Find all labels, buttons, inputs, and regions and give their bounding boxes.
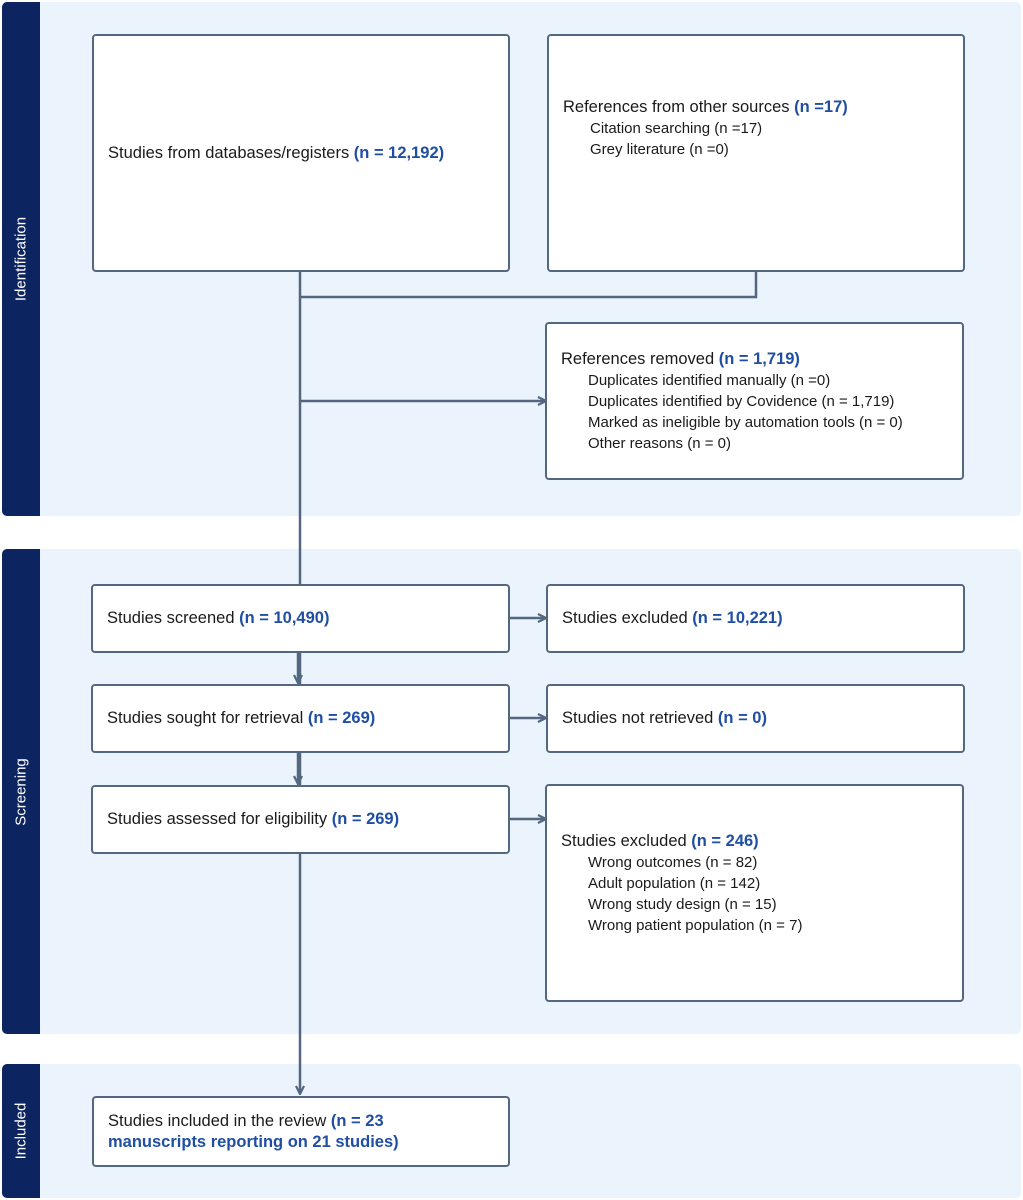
excluded-elig-item: Adult population (n = 142) xyxy=(588,874,761,892)
screening-sidebar xyxy=(2,549,40,1034)
screened-count: (n = 10,490) xyxy=(239,609,330,627)
identification-label: Identification xyxy=(12,216,30,302)
excluded-screen-text: Studies excluded xyxy=(562,609,693,627)
excluded-elig-item: Wrong outcomes (n = 82) xyxy=(588,853,758,871)
included-sidebar xyxy=(2,1064,40,1198)
assessed-count: (n = 269) xyxy=(331,810,400,828)
not-retrieved-count: (n = 0) xyxy=(717,709,767,727)
removed-item: Other reasons (n = 0) xyxy=(588,434,731,452)
other-sources-text: References from other sources xyxy=(563,97,795,116)
screening-label: Screening xyxy=(12,757,30,826)
screened-text: Studies screened xyxy=(107,609,240,627)
excluded-elig-box xyxy=(545,784,964,1002)
removed-box xyxy=(545,322,964,480)
removed-item: Duplicates identified manually (n =0) xyxy=(588,371,831,389)
removed-item: Marked as ineligible by automation tools (n = 0) xyxy=(588,413,903,431)
not-retrieved-box xyxy=(546,684,965,753)
excluded-elig-count: (n = 246) xyxy=(691,831,759,850)
other-sources-box xyxy=(547,34,965,272)
sought-text: Studies sought for retrieval xyxy=(107,709,308,727)
included-label: Included xyxy=(12,1102,30,1160)
excluded-elig-item: Wrong patient population (n = 7) xyxy=(588,916,803,934)
excluded-elig-item: Wrong study design (n = 15) xyxy=(588,895,777,913)
screened-box xyxy=(91,584,510,653)
assessed-box xyxy=(91,785,510,854)
included-box xyxy=(92,1096,510,1167)
included-count: (n = 23 manuscripts reporting on 21 studies) xyxy=(108,1111,399,1151)
removed-count: (n = 1,719) xyxy=(718,349,800,368)
assessed-text: Studies assessed for eligibility xyxy=(107,810,332,828)
excluded-screen-box xyxy=(546,584,965,653)
excluded-screen-count: (n = 10,221) xyxy=(692,609,783,627)
included-text: Studies included in the review xyxy=(108,1111,331,1130)
databases-text: Studies from databases/registers xyxy=(108,143,354,162)
removed-text: References removed xyxy=(561,349,719,368)
other-sources-count: (n =17) xyxy=(794,97,848,116)
sought-box xyxy=(91,684,510,753)
sought-count: (n = 269) xyxy=(307,709,376,727)
removed-item: Duplicates identified by Covidence (n = 1,719) xyxy=(588,392,895,410)
databases-count: (n = 12,192) xyxy=(353,143,445,162)
excluded-elig-text: Studies excluded xyxy=(561,831,692,850)
other-sources-item: Grey literature (n =0) xyxy=(590,140,729,158)
not-retrieved-text: Studies not retrieved xyxy=(562,709,718,727)
identification-sidebar xyxy=(2,2,40,516)
databases-box xyxy=(92,34,510,272)
other-sources-item: Citation searching (n =17) xyxy=(590,119,763,137)
